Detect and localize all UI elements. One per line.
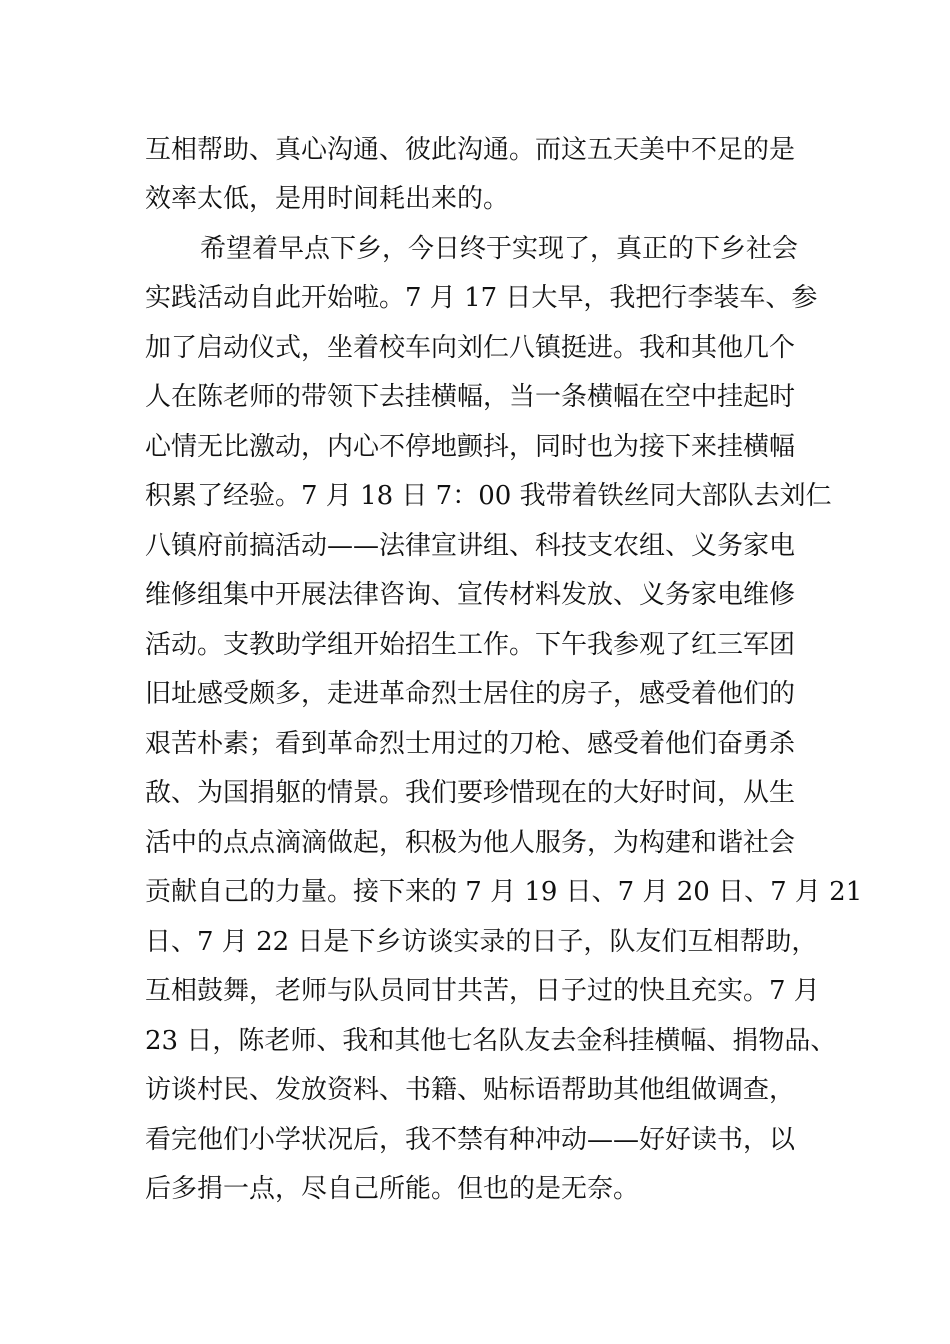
text-line: 活中的点点滴滴做起，积极为他人服务，为构建和谐社会 [145, 828, 796, 858]
text-line: 效率太低，是用时间耗出来的。 [145, 184, 510, 214]
text-line: 日、7 月 22 日是下乡访谈实录的日子，队友们互相帮助， [145, 927, 818, 957]
text-line: 八镇府前搞活动——法律宣讲组、科技支农组、义务家电 [145, 531, 796, 561]
text-line: 积累了经验。7 月 18 日 7：00 我带着铁丝同大部队去刘仁 [145, 481, 832, 511]
text-line: 看完他们小学状况后，我不禁有种冲动——好好读书，以 [145, 1125, 796, 1155]
text-line: 加了启动仪式，坐着校车向刘仁八镇挺进。我和其他几个 [145, 333, 796, 363]
text-line: 贡献自己的力量。接下来的 7 月 19 日、7 月 20 日、7 月 21 [145, 877, 863, 907]
text-line: 旧址感受颇多，走进革命烈士居住的房子，感受着他们的 [145, 679, 796, 709]
text-line: 访谈村民、发放资料、书籍、贴标语帮助其他组做调查， [145, 1075, 796, 1105]
text-line: 互相帮助、真心沟通、彼此沟通。而这五天美中不足的是 [145, 135, 796, 165]
text-line: 互相鼓舞，老师与队员同甘共苦，日子过的快且充实。7 月 [145, 976, 820, 1006]
text-line: 人在陈老师的带领下去挂横幅，当一条横幅在空中挂起时 [145, 382, 796, 412]
paragraph-first-line: 希望着早点下乡，今日终于实现了，真正的下乡社会 [200, 234, 799, 264]
text-line: 心情无比激动，内心不停地颤抖，同时也为接下来挂横幅 [145, 432, 796, 462]
text-line: 活动。支教助学组开始招生工作。下午我参观了红三军团 [145, 630, 796, 660]
text-line: 敌、为国捐躯的情景。我们要珍惜现在的大好时间，从生 [145, 778, 796, 808]
text-line: 23 日，陈老师、我和其他七名队友去金科挂横幅、捐物品、 [145, 1026, 837, 1056]
text-line: 维修组集中开展法律咨询、宣传材料发放、义务家电维修 [145, 580, 796, 610]
text-line: 艰苦朴素；看到革命烈士用过的刀枪、感受着他们奋勇杀 [145, 729, 796, 759]
text-line: 实践活动自此开始啦。7 月 17 日大早，我把行李装车、参 [145, 283, 818, 313]
text-line: 后多捐一点，尽自己所能。但也的是无奈。 [145, 1174, 640, 1204]
